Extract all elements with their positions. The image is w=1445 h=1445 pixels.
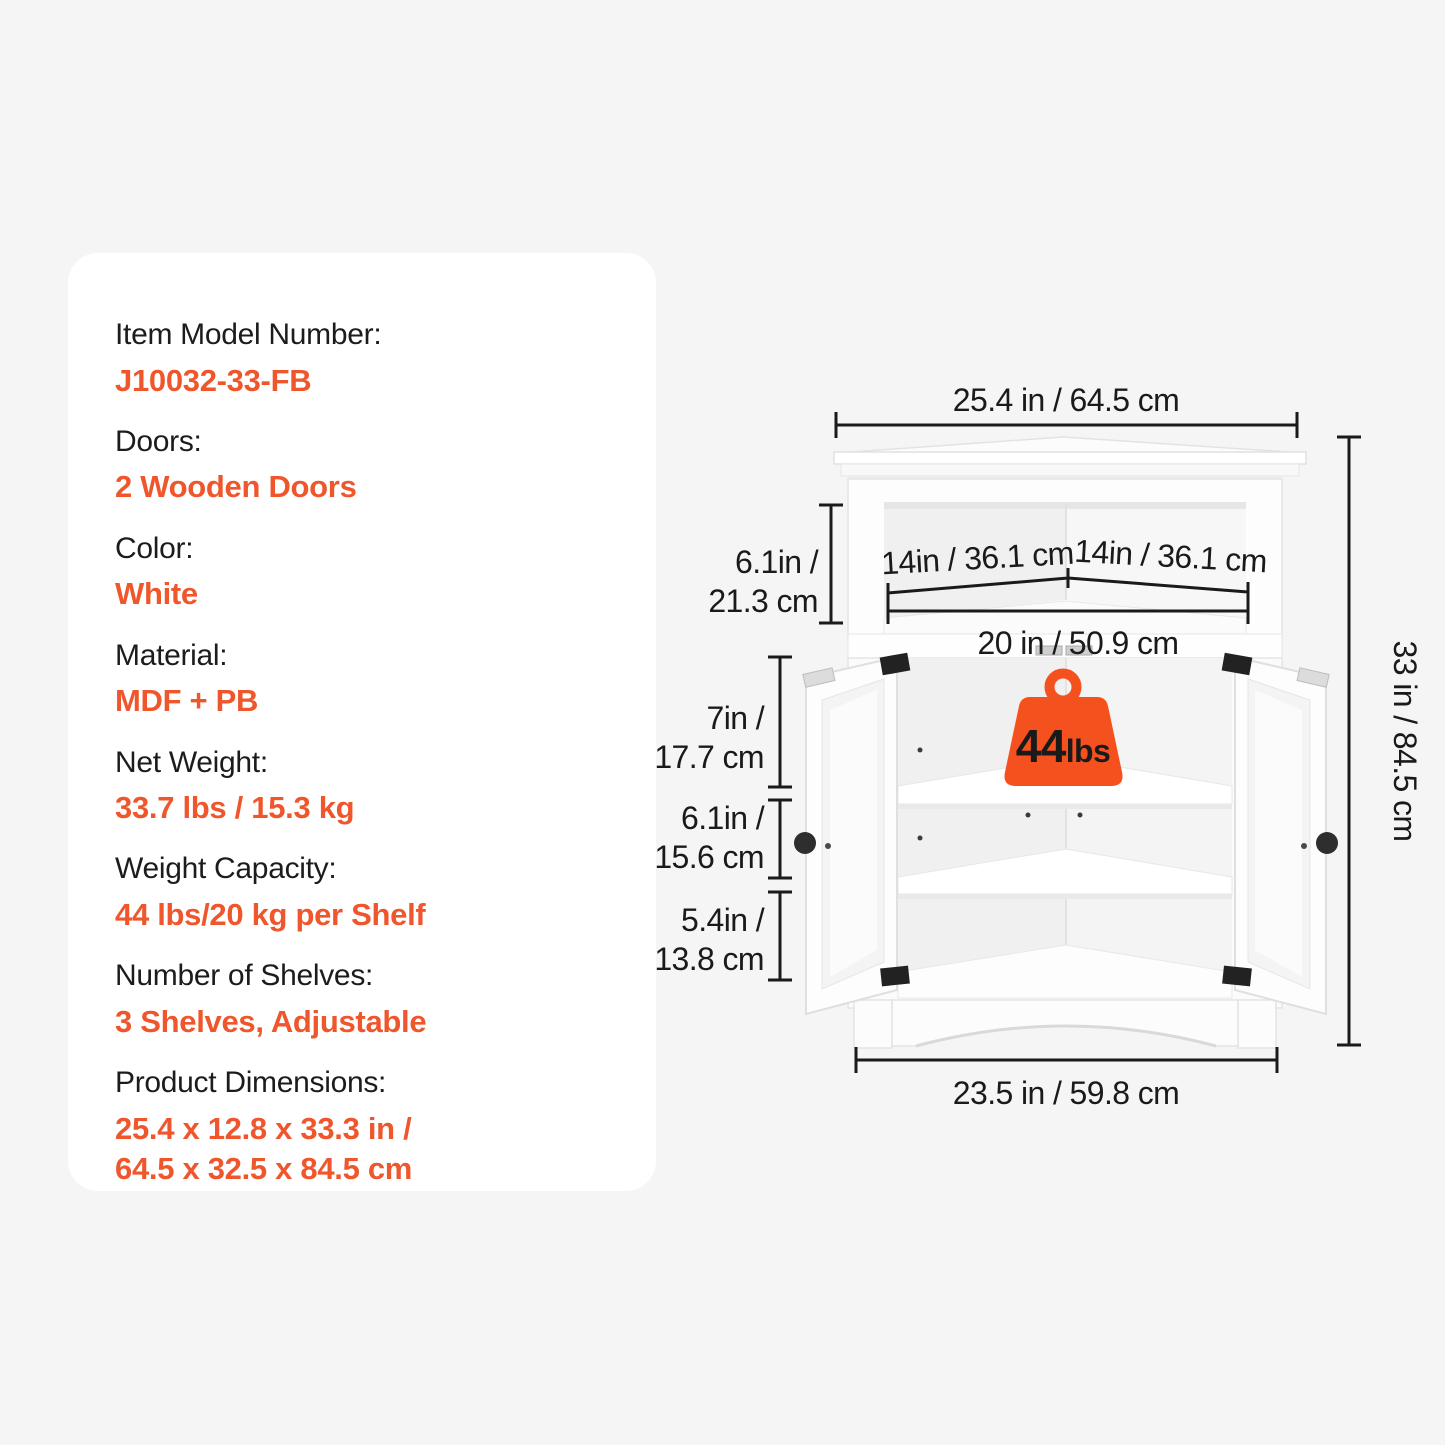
dim-shelf3-line (768, 892, 792, 980)
right-door-open (1222, 653, 1338, 1014)
right-door-knob (1316, 832, 1338, 854)
dim-shelf1-label-line2: 17.7 cm (654, 739, 764, 775)
spec-value-line2: 64.5 x 32.5 x 84.5 cm (115, 1151, 413, 1187)
spec-value: 33.7 lbs / 15.3 kg (115, 790, 355, 826)
left-door-knob (794, 832, 816, 854)
dim-shelf2-label-line1: 6.1in / (681, 800, 764, 836)
dim-total-height-line (1337, 437, 1361, 1045)
right-door-panel (1255, 690, 1302, 977)
spec-item-color (115, 529, 612, 615)
cabinet-crown-molding (834, 452, 1306, 464)
spec-item-net-weight (115, 743, 612, 829)
spec-label: Color: (115, 531, 194, 565)
dim-upper-height-label-line1: 6.1in / (735, 544, 818, 580)
dim-upper-height-line (819, 505, 843, 623)
spec-value: MDF + PB (115, 683, 259, 719)
spec-value: White (115, 576, 198, 612)
dim-shelf1-label-line1: 7in / (706, 700, 764, 736)
dim-front-width-label: 20 in / 50.9 cm (977, 625, 1179, 661)
dim-shelf3-label-line2: 13.8 cm (654, 941, 764, 977)
shelf-pin-hole (918, 836, 923, 841)
dim-shelf1-line (768, 657, 792, 787)
dim-shelf2-line (768, 800, 792, 878)
weight-badge-label: 44lbs (1015, 720, 1111, 772)
spec-label: Product Dimensions: (115, 1066, 387, 1100)
shelf-2-shadow (898, 894, 1232, 899)
spec-value: 44 lbs/20 kg per Shelf (115, 897, 426, 933)
spec-item-dimensions (115, 1063, 612, 1189)
cabinet-top-surface (837, 437, 1303, 453)
right-door-bottom-hinge-icon (1222, 966, 1252, 987)
spec-label: Net Weight: (115, 745, 268, 779)
dim-back-right-label: 14in / 36.1 cm (1073, 532, 1268, 580)
shelf-1-shadow (898, 804, 1232, 809)
spec-item-material (115, 636, 612, 722)
spec-value: 2 Wooden Doors (115, 469, 357, 505)
shelf-pin-hole (918, 748, 923, 753)
left-door-bottom-hinge-icon (880, 966, 910, 987)
left-door-open (794, 653, 910, 1014)
cabinet-right-foot (1238, 1000, 1276, 1048)
spec-label: Material: (115, 638, 228, 672)
shelf-pin-hole (1026, 813, 1031, 818)
spec-card (68, 253, 656, 1191)
dim-total-height-label: 33 in / 84.5 cm (1387, 640, 1423, 842)
spec-label: Weight Capacity: (115, 852, 337, 886)
shelf-pin-hole (1078, 813, 1083, 818)
dimension-diagram (640, 340, 1445, 1180)
left-door-panel (830, 690, 877, 977)
spec-label: Item Model Number: (115, 318, 382, 351)
spec-label: Number of Shelves: (115, 959, 374, 993)
spec-value: 25.4 x 12.8 x 33.3 in / (115, 1110, 412, 1146)
dim-bottom-width-label: 23.5 in / 59.8 cm (952, 1075, 1180, 1111)
dim-bottom-width-line (856, 1047, 1277, 1073)
cabinet-crown-bevel (841, 464, 1299, 476)
spec-item-weight-capacity (115, 849, 612, 935)
cabinet-left-foot (854, 1000, 892, 1048)
spec-label: Doors: (115, 424, 202, 458)
left-door-screw (825, 843, 831, 849)
spec-item-model-number (115, 315, 612, 401)
spec-item-doors (115, 422, 612, 508)
dim-top-width-label: 25.4 in / 64.5 cm (952, 382, 1180, 418)
right-door-screw (1301, 843, 1307, 849)
dim-shelf2-label-line2: 15.6 cm (654, 839, 764, 875)
corner-cabinet-illustration (794, 437, 1338, 1048)
spec-item-shelves (115, 956, 612, 1042)
spec-value: J10032-33-FB (115, 362, 312, 398)
spec-value: 3 Shelves, Adjustable (115, 1003, 427, 1039)
dim-upper-height-label-line2: 21.3 cm (708, 583, 818, 619)
dim-shelf3-label-line1: 5.4in / (681, 902, 764, 938)
dim-back-left-label: 14in / 36.1 cm (880, 534, 1075, 582)
